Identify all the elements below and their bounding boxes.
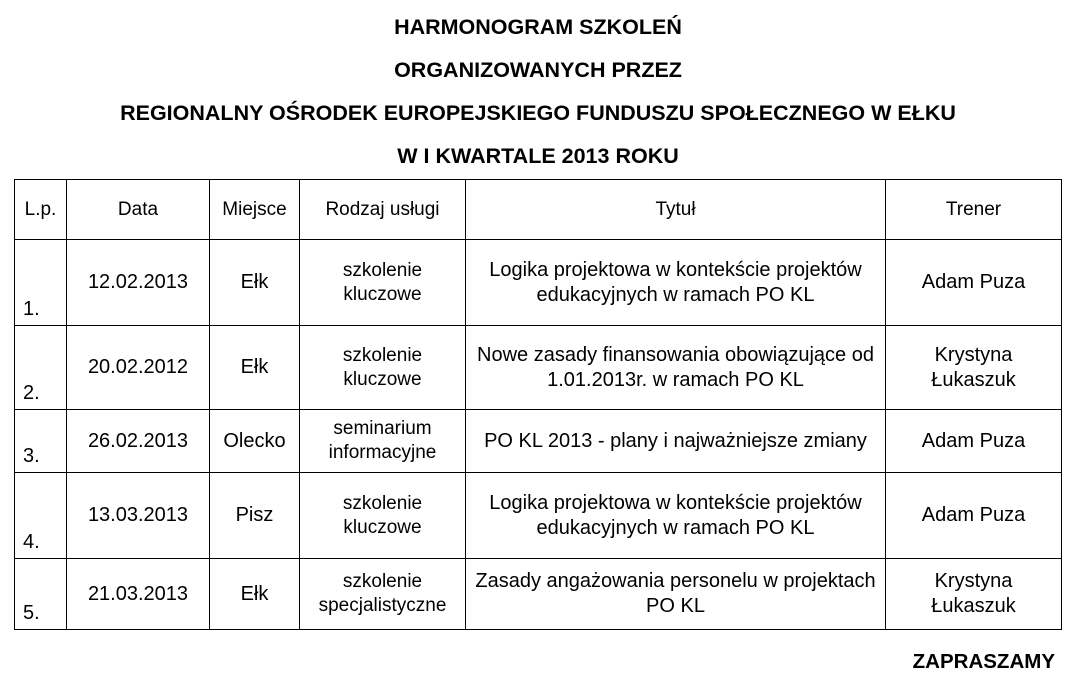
schedule-table xyxy=(14,179,1062,630)
header-type: Rodzaj usługi xyxy=(300,180,466,240)
row-title: PO KL 2013 - plany i najważniejsze zmiany xyxy=(466,410,886,473)
row-title: Logika projektowa w kontekście projektów edukacyjnych w ramach PO KL xyxy=(466,473,886,559)
table-row xyxy=(15,240,1062,326)
row-lp: 2. xyxy=(15,326,67,410)
title-line-4: W I KWARTALE 2013 ROKU xyxy=(397,144,679,168)
row-place: Ełk xyxy=(210,240,300,326)
row-type: szkolenie kluczowe xyxy=(300,240,466,326)
row-trainer: Adam Puza xyxy=(886,473,1062,559)
row-trainer: Krystyna Łukaszuk xyxy=(886,559,1062,630)
table-row xyxy=(15,473,1062,559)
row-lp: 3. xyxy=(15,410,67,473)
row-date: 20.02.2012 xyxy=(67,326,210,410)
row-title: Nowe zasady finansowania obowiązujące od 1.01.2013r. w ramach PO KL xyxy=(466,326,886,410)
row-type: seminarium informacyjne xyxy=(300,410,466,473)
title-line-1: HARMONOGRAM SZKOLEŃ xyxy=(394,15,682,39)
row-trainer: Adam Puza xyxy=(886,240,1062,326)
document-title xyxy=(0,6,1076,178)
row-trainer: Krystyna Łukaszuk xyxy=(886,326,1062,410)
table-header-row xyxy=(15,180,1062,240)
row-date: 21.03.2013 xyxy=(67,559,210,630)
row-trainer: Adam Puza xyxy=(886,410,1062,473)
row-type: szkolenie kluczowe xyxy=(300,326,466,410)
header-date: Data xyxy=(67,180,210,240)
row-lp: 1. xyxy=(15,240,67,326)
row-place: Ełk xyxy=(210,559,300,630)
row-place: Ełk xyxy=(210,326,300,410)
table-row xyxy=(15,559,1062,630)
row-date: 26.02.2013 xyxy=(67,410,210,473)
row-place: Olecko xyxy=(210,410,300,473)
header-lp: L.p. xyxy=(15,180,67,240)
row-type: szkolenie kluczowe xyxy=(300,473,466,559)
row-date: 13.03.2013 xyxy=(67,473,210,559)
header-title: Tytuł xyxy=(466,180,886,240)
row-lp: 4. xyxy=(15,473,67,559)
row-title: Logika projektowa w kontekście projektów edukacyjnych w ramach PO KL xyxy=(466,240,886,326)
table-row xyxy=(15,410,1062,473)
title-line-2: ORGANIZOWANYCH PRZEZ xyxy=(394,58,682,82)
invitation-footer: ZAPRASZAMY xyxy=(912,650,1055,673)
row-lp: 5. xyxy=(15,559,67,630)
header-place: Miejsce xyxy=(210,180,300,240)
row-place: Pisz xyxy=(210,473,300,559)
row-title: Zasady angażowania personelu w projektach PO KL xyxy=(466,559,886,630)
title-line-3: REGIONALNY OŚRODEK EUROPEJSKIEGO FUNDUSZU SPOŁECZNEGO W EŁKU xyxy=(120,101,956,125)
row-date: 12.02.2013 xyxy=(67,240,210,326)
row-type: szkolenie specjalistyczne xyxy=(300,559,466,630)
header-trainer: Trener xyxy=(886,180,1062,240)
table-row xyxy=(15,326,1062,410)
